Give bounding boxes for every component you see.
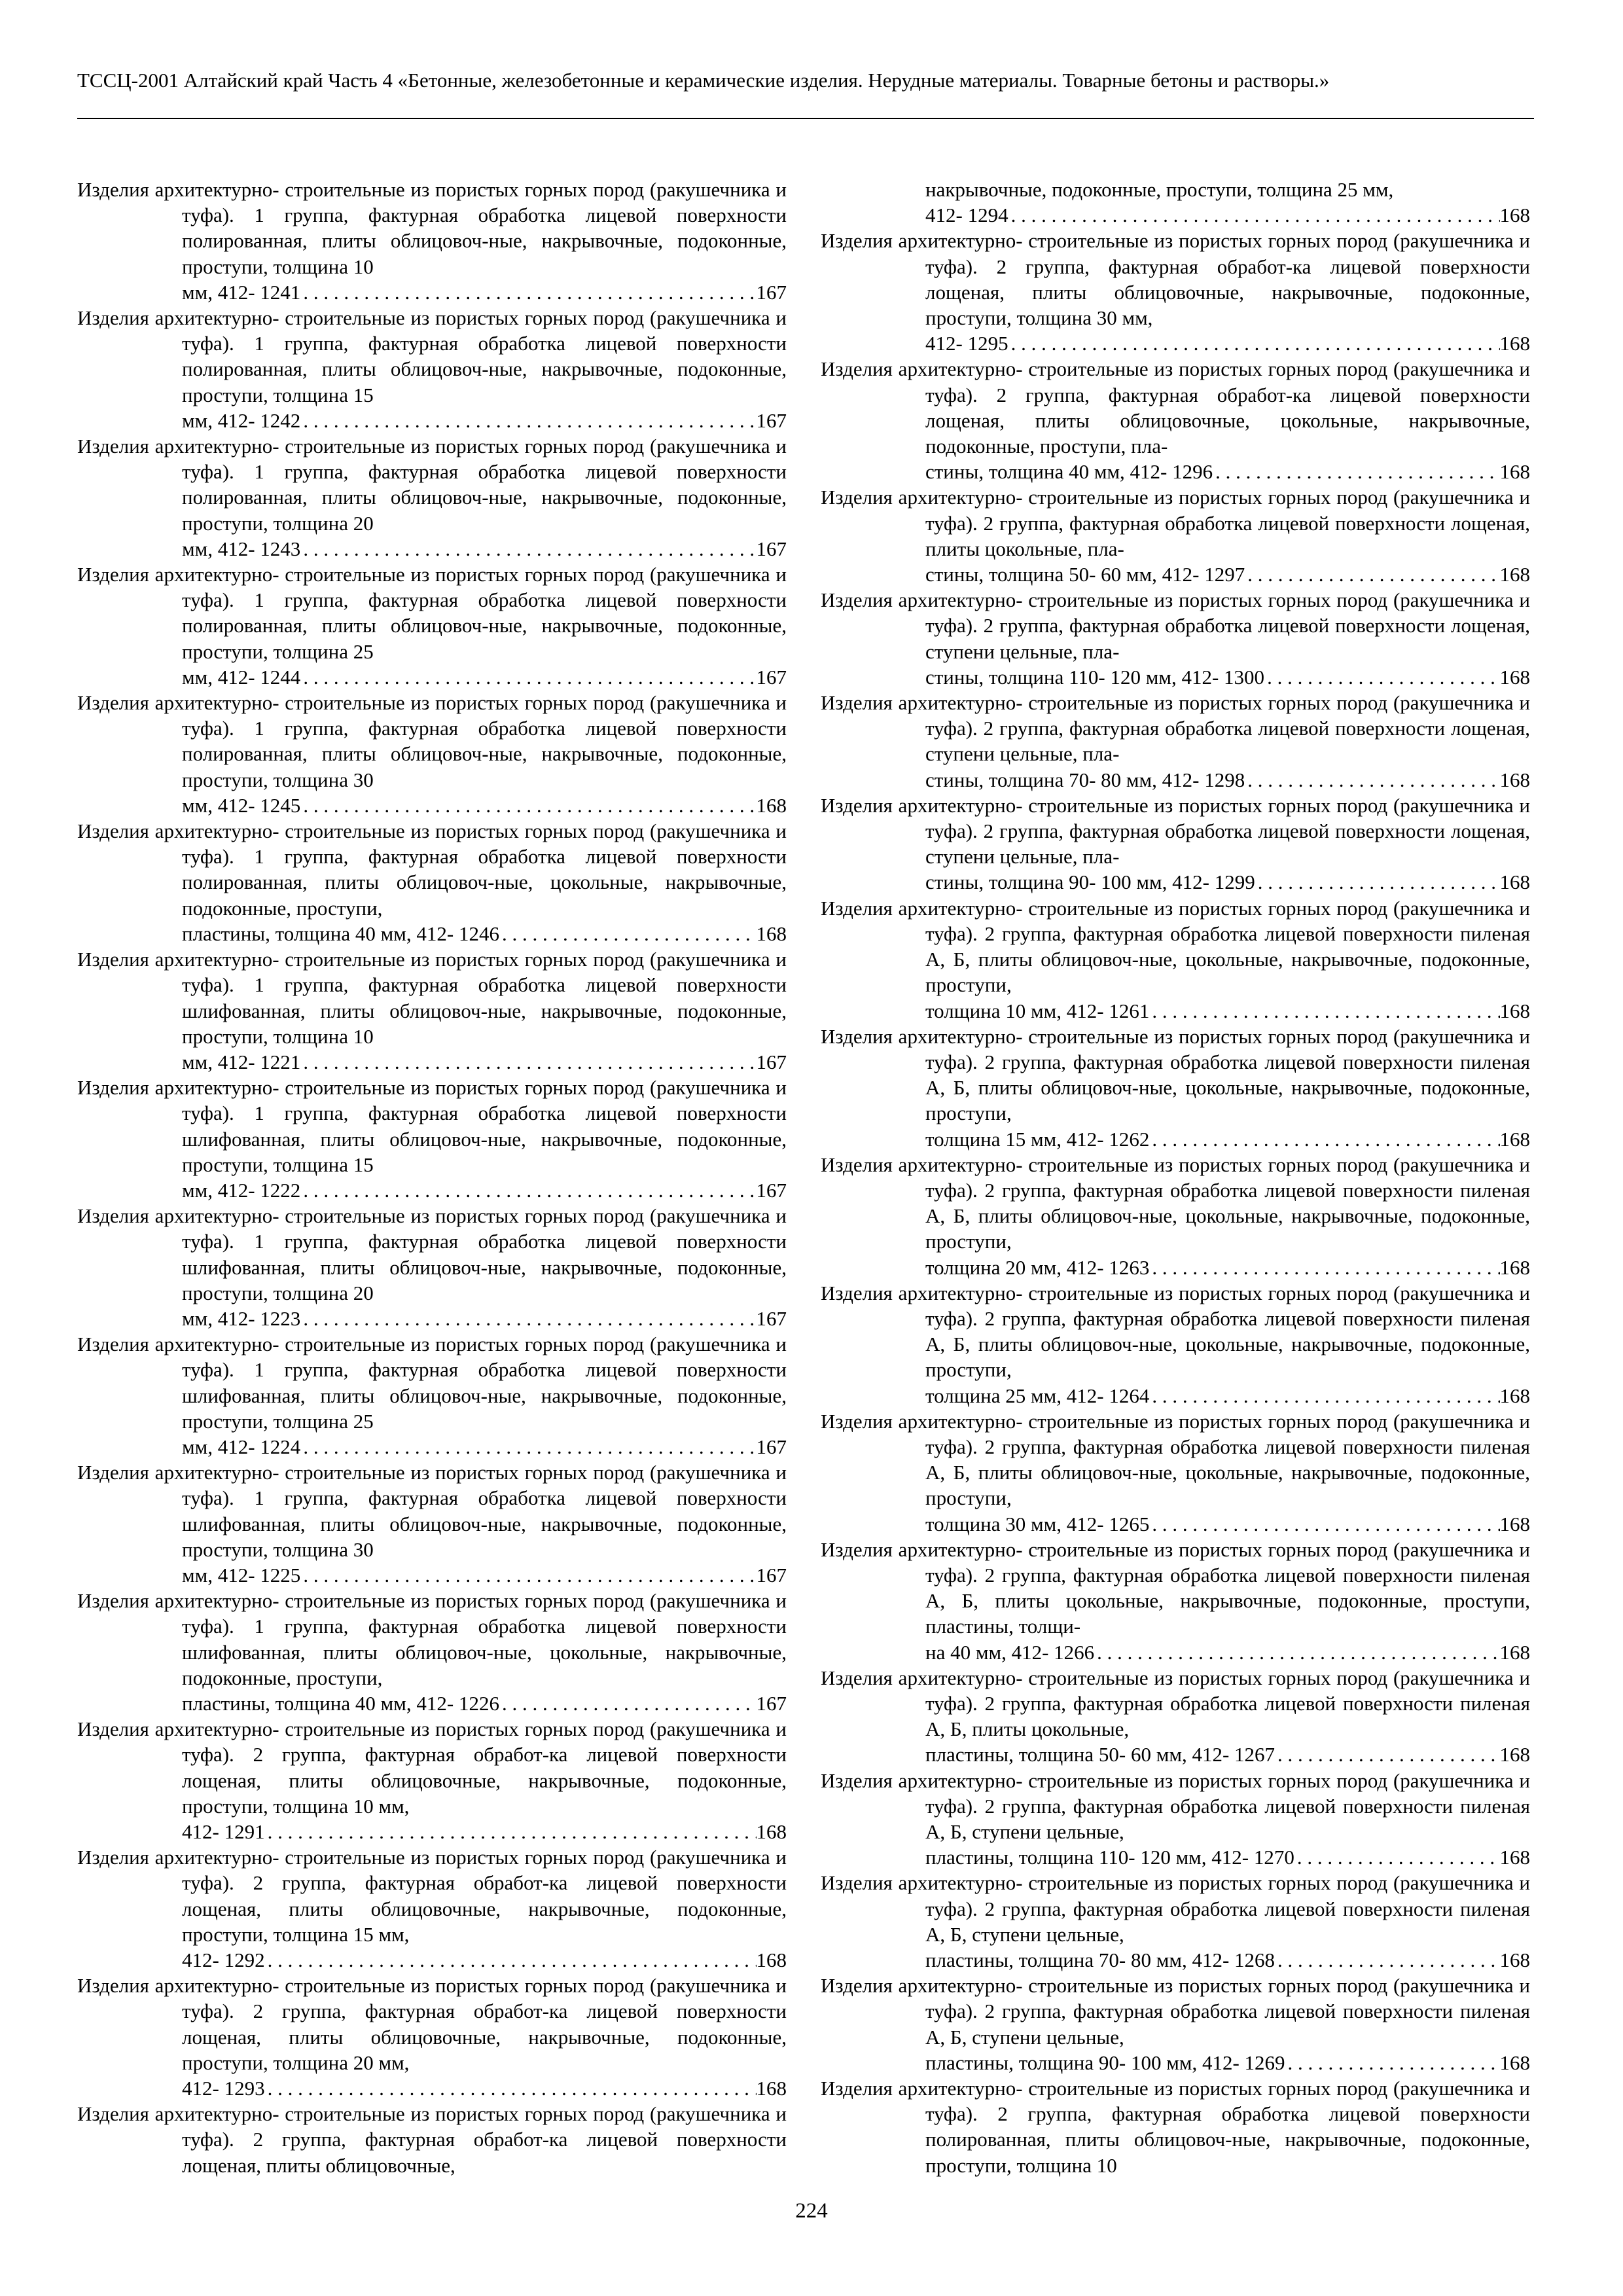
index-entry-page: 168 — [1499, 1846, 1530, 1869]
index-entry-text: Изделия архитектурно- строительные из пористых горных пород (ракушечника и туфа). 2 группа, фактурная обработка лицевой поверхности пиленая А, Б, плиты облицовоч-ные, цокольные, накрывочные, подоконные, проступи, — [821, 1409, 1530, 1510]
index-entry-text: Изделия архитектурно- строительные из пористых горных пород (ракушечника и туфа). 2 группа, фактурная обработка лицевой поверхности пиленая А, Б, плиты цокольные, — [821, 1666, 1530, 1741]
index-entry-leader-line — [925, 767, 1530, 793]
index-column-left — [77, 177, 787, 2178]
index-entry-text: Изделия архитектурно- строительные из пористых горных пород (ракушечника и туфа). 1 группа, фактурная обработка лицевой поверхности шлифованная, плиты облицовоч-ные, накрывочные, подоконные, проступи, толщина 10 — [77, 948, 787, 1048]
index-entry-page: 168 — [756, 1820, 787, 1843]
index-entry-leader-line — [182, 921, 787, 946]
index-entry-page: 167 — [756, 1435, 787, 1458]
index-entry-code: толщина 20 мм, 412- 1263 — [925, 1255, 1150, 1279]
dot-leader — [1149, 1511, 1499, 1537]
index-entry-text: Изделия архитектурно- строительные из пористых горных пород (ракушечника и туфа). 2 группа, фактурная обработка лицевой поверхности лощеная, ступени цельные, пла- — [821, 793, 1530, 869]
dot-leader — [300, 1177, 756, 1203]
index-entry-code: толщина 15 мм, 412- 1262 — [925, 1127, 1150, 1151]
index-entry-page: 168 — [1499, 870, 1530, 894]
dot-leader — [300, 793, 756, 818]
index-entry-code: мм, 412- 1243 — [182, 537, 301, 560]
dot-leader — [300, 1306, 756, 1331]
index-entry-leader-line — [925, 869, 1530, 895]
index-entry-page: 168 — [1499, 204, 1530, 227]
index-entry-page: 167 — [756, 408, 787, 432]
index-entry-code: стины, толщина 90- 100 мм, 412- 1299 — [925, 870, 1255, 894]
index-entry-code: 412- 1291 — [182, 1820, 265, 1843]
page-number: 224 — [795, 2199, 828, 2223]
index-entry-leader-line — [925, 562, 1530, 587]
index-entry-text: Изделия архитектурно- строительные из пористых горных пород (ракушечника и туфа). 2 группа, фактурная обработка лицевой поверхности пиленая А, Б, плиты облицовоч-ные, цокольные, накрывочные, подоконные, проступи, — [821, 1281, 1530, 1382]
index-entry — [821, 793, 1530, 895]
index-entry — [77, 433, 787, 562]
index-entry-text: Изделия архитектурно- строительные из пористых горных пород (ракушечника и туфа). 2 группа, фактурная обработ-ка лицевой поверхности лощеная, плиты облицовочные, накрывочные, подоконные, проступи, толщина 15 мм, — [77, 1846, 787, 1946]
index-entry-code: пластины, толщина 90- 100 мм, 412- 1269 — [925, 2051, 1285, 2074]
index-entry-text: Изделия архитектурно- строительные из пористых горных пород (ракушечника и туфа). 1 группа, фактурная обработка лицевой поверхности шлифованная, плиты облицовоч-ные, накрывочные, подоконные, проступи, толщина 15 — [77, 1076, 787, 1176]
index-entry-text: Изделия архитектурно- строительные из пористых горных пород (ракушечника и туфа). 1 группа, фактурная обработка лицевой поверхности шлифованная, плиты облицовоч-ные, цокольные, накрывочные, подоконные, проступи, — [77, 1589, 787, 1689]
dot-leader — [1275, 1742, 1499, 1767]
index-entry-text: Изделия архитектурно- строительные из пористых горных пород (ракушечника и туфа). 2 группа, фактурная обработ-ка лицевой поверхности лощеная, плиты облицовочные, накрывочные, подоконные, проступи, толщина 20 мм, — [77, 1974, 787, 2074]
index-entry-code: мм, 412- 1241 — [182, 280, 301, 304]
dot-leader — [265, 1819, 757, 1844]
index-entry — [77, 1203, 787, 1331]
index-entry-code: мм, 412- 1222 — [182, 1178, 301, 1202]
index-entry-page: 168 — [1499, 1512, 1530, 1535]
index-entry-page: 168 — [1499, 332, 1530, 355]
dot-leader — [1149, 1255, 1499, 1280]
index-entry-code: стины, толщина 110- 120 мм, 412- 1300 — [925, 665, 1265, 689]
index-entry-text: Изделия архитектурно- строительные из пористых горных пород (ракушечника и туфа). 2 группа, фактурная обработка лицевой поверхности лощеная, плиты цокольные, пла- — [821, 486, 1530, 560]
index-entry-text: Изделия архитектурно- строительные из пористых горных пород (ракушечника и туфа). 1 группа, фактурная обработка лицевой поверхности полированная, плиты облицовоч-ные, накрывочные, подоконные, проступи, толщина 30 — [77, 691, 787, 791]
index-entry-page: 168 — [1499, 1640, 1530, 1664]
index-entry — [821, 1537, 1530, 1665]
index-entry-code: стины, толщина 70- 80 мм, 412- 1298 — [925, 768, 1245, 791]
index-entry — [77, 1716, 787, 1844]
index-entry-page: 168 — [1499, 1384, 1530, 1407]
index-entry — [77, 1331, 787, 1460]
dot-leader — [1008, 202, 1500, 228]
index-entry — [821, 1665, 1530, 1768]
dot-leader — [1149, 1383, 1499, 1408]
index-entry-page: 168 — [1499, 1255, 1530, 1279]
dot-leader — [300, 664, 756, 690]
index-entry-page: 168 — [756, 2077, 787, 2100]
index-entry-page: 168 — [756, 1948, 787, 1972]
index-entry-code: мм, 412- 1225 — [182, 1563, 301, 1587]
index-entry — [821, 690, 1530, 793]
index-entry — [77, 818, 787, 946]
index-entry-leader-line — [925, 1742, 1530, 1767]
index-entry-text: Изделия архитектурно- строительные из пористых горных пород (ракушечника и туфа). 2 группа, фактурная обработка лицевой поверхности пиленая А, Б, ступени цельные, — [821, 1974, 1530, 2049]
index-entry — [821, 356, 1530, 484]
index-entry-code: пластины, толщина 110- 120 мм, 412- 1270 — [925, 1846, 1294, 1869]
index-entry-leader-line — [925, 1255, 1530, 1280]
index-entry — [77, 562, 787, 690]
dot-leader — [1245, 562, 1499, 587]
index-entry-text: Изделия архитектурно- строительные из пористых горных пород (ракушечника и туфа). 2 группа, фактурная обработка лицевой поверхности пиленая А, Б, ступени цельные, — [821, 1768, 1530, 1843]
index-entry-page: 167 — [756, 280, 787, 304]
index-entry — [77, 177, 787, 305]
index-entry-page: 168 — [1499, 665, 1530, 689]
index-entry-leader-line — [182, 408, 787, 433]
index-entry-leader-line — [182, 1049, 787, 1075]
index-entry-text: Изделия архитектурно- строительные из пористых горных пород (ракушечника и туфа). 1 группа, фактурная обработка лицевой поверхности полированная, плиты облицовоч-ные, накрывочные, подоконные, проступи, толщина 25 — [77, 563, 787, 663]
index-entry-code: стины, толщина 40 мм, 412- 1296 — [925, 460, 1213, 484]
index-entry — [821, 228, 1530, 356]
running-header: ТССЦ-2001 Алтайский край Часть 4 «Бетонные, железобетонные и керамические изделия. Нерудные материалы. Товарные бетоны и растворы.» — [77, 69, 1330, 92]
index-entry-code: 412- 1294 — [925, 204, 1008, 227]
index-entry-code: 412- 1292 — [182, 1948, 265, 1972]
index-entry-page: 168 — [1499, 768, 1530, 791]
index-entry-leader-line — [182, 279, 787, 305]
index-entry-leader-line — [925, 1126, 1530, 1152]
index-entry — [821, 1768, 1530, 1871]
index-entry-code: мм, 412- 1242 — [182, 408, 301, 432]
index-entry-text: Изделия архитектурно- строительные из пористых горных пород (ракушечника и туфа). 2 группа, фактурная обработка лицевой поверхности пиленая А, Б, плиты облицовоч-ные, цокольные, накрывочные, подоконные, проступи, — [821, 896, 1530, 997]
index-entry-text: накрывочные, подоконные, проступи, толщина 25 мм, — [925, 178, 1394, 201]
index-entry-text: Изделия архитектурно- строительные из пористых горных пород (ракушечника и туфа). 1 группа, фактурная обработка лицевой поверхности шлифованная, плиты облицовоч-ные, накрывочные, подоконные, проступи, толщина 25 — [77, 1333, 787, 1433]
index-entry-code: пластины, толщина 40 мм, 412- 1246 — [182, 922, 499, 945]
index-entry-leader-line — [925, 2050, 1530, 2075]
index-entry-text: Изделия архитектурно- строительные из пористых горных пород (ракушечника и туфа). 2 группа, фактурная обработка лицевой поверхности полированная, плиты облицовоч-ные, накрывочные, подоконные, проступи, толщина 10 — [821, 2077, 1530, 2177]
index-entry-page: 167 — [756, 1563, 787, 1587]
index-entry-leader-line — [925, 1511, 1530, 1537]
index-entry-code: стины, толщина 50- 60 мм, 412- 1297 — [925, 563, 1245, 586]
index-entry-page: 168 — [756, 922, 787, 945]
dot-leader — [300, 1434, 756, 1460]
index-entry — [821, 1973, 1530, 2075]
dot-leader — [300, 1049, 756, 1075]
index-entry-leader-line — [925, 1844, 1530, 1870]
index-entry-text: Изделия архитектурно- строительные из пористых горных пород (ракушечника и туфа). 1 группа, фактурная обработка лицевой поверхности полированная, плиты облицовоч-ные, цокольные, накрывочные, подоконные, проступи, — [77, 819, 787, 920]
dot-leader — [1213, 459, 1499, 484]
index-entry-page: 167 — [756, 1178, 787, 1202]
index-entry-text: Изделия архитектурно- строительные из пористых горных пород (ракушечника и туфа). 2 группа, фактурная обработка лицевой поверхности пиленая А, Б, плиты цокольные, накрывочные, подоконные, проступи, пластины, толщи- — [821, 1537, 1530, 1638]
dot-leader — [1149, 998, 1499, 1024]
index-entry-code: мм, 412- 1245 — [182, 793, 301, 817]
index-entry-text: Изделия архитектурно- строительные из пористых горных пород (ракушечника и туфа). 1 группа, фактурная обработка лицевой поверхности шлифованная, плиты облицовоч-ные, накрывочные, подоконные, проступи, толщина 30 — [77, 1461, 787, 1561]
dot-leader — [300, 279, 756, 305]
index-entry-code: мм, 412- 1221 — [182, 1050, 301, 1073]
index-entry-code: на 40 мм, 412- 1266 — [925, 1640, 1095, 1664]
index-entry-text: Изделия архитектурно- строительные из пористых горных пород (ракушечника и туфа). 2 группа, фактурная обработка лицевой поверхности пиленая А, Б, плиты облицовоч-ные, цокольные, накрывочные, подоконные, проступи, — [821, 1024, 1530, 1125]
index-entry-code: толщина 25 мм, 412- 1264 — [925, 1384, 1150, 1407]
index-entry-text: Изделия архитектурно- строительные из пористых горных пород (ракушечника и туфа). 2 группа, фактурная обработка лицевой поверхности пиленая А, Б, плиты облицовоч-ные, цокольные, накрывочные, подоконные, проступи, — [821, 1153, 1530, 1253]
index-entry-page: 167 — [756, 665, 787, 689]
index-entry — [821, 1280, 1530, 1408]
index-entry-code: пластины, толщина 70- 80 мм, 412- 1268 — [925, 1948, 1275, 1972]
index-entry — [821, 1870, 1530, 1973]
dot-leader — [1264, 664, 1499, 690]
index-entry-text: Изделия архитектурно- строительные из пористых горных пород (ракушечника и туфа). 1 группа, фактурная обработка лицевой поверхности полированная, плиты облицовоч-ные, накрывочные, подоконные, проступи, толщина 20 — [77, 435, 787, 535]
index-entry-page: 168 — [1499, 2051, 1530, 2074]
index-entry-leader-line — [925, 1640, 1530, 1665]
index-entry-code: 412- 1293 — [182, 2077, 265, 2100]
index-entry-leader-line — [182, 2075, 787, 2101]
index-entry-leader-line — [925, 1947, 1530, 1973]
index-entry-leader-line — [182, 1947, 787, 1973]
index-entry — [821, 177, 1530, 228]
index-entry-leader-line — [182, 1434, 787, 1460]
index-entry-leader-line — [182, 1691, 787, 1716]
index-entry-text: Изделия архитектурно- строительные из пористых горных пород (ракушечника и туфа). 1 группа, фактурная обработка лицевой поверхности полированная, плиты облицовоч-ные, накрывочные, подоконные, проступи, толщина 15 — [77, 306, 787, 406]
dot-leader — [1255, 869, 1500, 895]
index-entry — [821, 484, 1530, 587]
index-entry-leader-line — [925, 202, 1530, 228]
dot-leader — [1275, 1947, 1499, 1973]
dot-leader — [1245, 767, 1499, 793]
index-entry-leader-line — [182, 536, 787, 562]
index-entry-page: 168 — [1499, 999, 1530, 1022]
index-entry-text: Изделия архитектурно- строительные из пористых горных пород (ракушечника и туфа). 2 группа, фактурная обработка лицевой поверхности лощеная, ступени цельные, пла- — [821, 691, 1530, 766]
index-entry-page: 168 — [756, 793, 787, 817]
index-entry — [77, 1844, 787, 1973]
index-entry-page: 167 — [756, 1050, 787, 1073]
index-entry-leader-line — [925, 664, 1530, 690]
index-entry — [77, 946, 787, 1075]
index-entry-text: Изделия архитектурно- строительные из пористых горных пород (ракушечника и туфа). 1 группа, фактурная обработка лицевой поверхности шлифованная, плиты облицовоч-ные, накрывочные, подоконные, проступи, толщина 20 — [77, 1204, 787, 1304]
index-entry-leader-line — [925, 331, 1530, 356]
index-entry — [821, 1408, 1530, 1537]
index-entry-leader-line — [182, 1306, 787, 1331]
index-entry — [821, 895, 1530, 1024]
index-entry — [77, 2101, 787, 2178]
index-entry-leader-line — [182, 1562, 787, 1588]
index-entry-text: Изделия архитектурно- строительные из пористых горных пород (ракушечника и туфа). 2 группа, фактурная обработ-ка лицевой поверхности лощеная, плиты облицовочные, цокольные, накрывочные, подоконные, проступи, пла- — [821, 357, 1530, 458]
index-entry-leader-line — [182, 664, 787, 690]
index-entry-leader-line — [925, 998, 1530, 1024]
index-entry — [821, 1152, 1530, 1280]
index-entry-code: толщина 10 мм, 412- 1261 — [925, 999, 1150, 1022]
index-entry-code: пластины, толщина 50- 60 мм, 412- 1267 — [925, 1743, 1275, 1767]
index-entry-text: Изделия архитектурно- строительные из пористых горных пород (ракушечника и туфа). 1 группа, фактурная обработка лицевой поверхности полированная, плиты облицовоч-ные, накрывочные, подоконные, проступи, толщина 10 — [77, 178, 787, 278]
index-entry-leader-line — [182, 1177, 787, 1203]
index-entry-code: мм, 412- 1224 — [182, 1435, 301, 1458]
dot-leader — [265, 1947, 757, 1973]
index-entry-page: 168 — [1499, 1743, 1530, 1767]
index-entry — [77, 1460, 787, 1588]
index-entry-leader-line — [925, 1383, 1530, 1408]
index-entry — [77, 1973, 787, 2101]
index-entry — [77, 1075, 787, 1203]
index-entry-code: мм, 412- 1223 — [182, 1306, 301, 1330]
dot-leader — [499, 1691, 757, 1716]
index-entry-code: 412- 1295 — [925, 332, 1008, 355]
dot-leader — [265, 2075, 757, 2101]
dot-leader — [1294, 1844, 1500, 1870]
dot-leader — [1094, 1640, 1499, 1665]
index-entry-text: Изделия архитектурно- строительные из пористых горных пород (ракушечника и туфа). 2 группа, фактурная обработ-ка лицевой поверхности лощеная, плиты облицовочные, — [77, 2102, 787, 2177]
index-entry-page: 167 — [756, 1306, 787, 1330]
index-entry-page: 168 — [1499, 460, 1530, 484]
index-entry-leader-line — [182, 793, 787, 818]
index-entry-page: 167 — [756, 1691, 787, 1715]
index-entry-page: 167 — [756, 537, 787, 560]
index-column-right — [821, 177, 1530, 2178]
dot-leader — [499, 921, 757, 946]
index-entry-page: 168 — [1499, 1948, 1530, 1972]
dot-leader — [1285, 2050, 1500, 2075]
index-entry-code: мм, 412- 1244 — [182, 665, 301, 689]
index-entry-text: Изделия архитектурно- строительные из пористых горных пород (ракушечника и туфа). 2 группа, фактурная обработка лицевой поверхности пиленая А, Б, ступени цельные, — [821, 1871, 1530, 1946]
dot-leader — [300, 408, 756, 433]
dot-leader — [300, 536, 756, 562]
index-entry — [77, 1588, 787, 1716]
index-entry — [821, 1024, 1530, 1152]
dot-leader — [300, 1562, 756, 1588]
index-entry-text: Изделия архитектурно- строительные из пористых горных пород (ракушечника и туфа). 2 группа, фактурная обработка лицевой поверхности лощеная, ступени цельные, пла- — [821, 588, 1530, 663]
index-entry — [821, 2075, 1530, 2178]
dot-leader — [1008, 331, 1500, 356]
index-entry — [821, 587, 1530, 690]
index-entry-leader-line — [182, 1819, 787, 1844]
dot-leader — [1149, 1126, 1499, 1152]
header-rule — [77, 118, 1534, 119]
index-entry — [77, 690, 787, 818]
index-entry-page: 168 — [1499, 563, 1530, 586]
index-entry-leader-line — [925, 459, 1530, 484]
index-entry-code: пластины, толщина 40 мм, 412- 1226 — [182, 1691, 499, 1715]
index-entry-text: Изделия архитектурно- строительные из пористых горных пород (ракушечника и туфа). 2 группа, фактурная обработ-ка лицевой поверхности лощеная, плиты облицовочные, накрывочные, подоконные, проступи, толщина 30 мм, — [821, 229, 1530, 330]
index-entry-code: толщина 30 мм, 412- 1265 — [925, 1512, 1150, 1535]
index-entry-text: Изделия архитектурно- строительные из пористых горных пород (ракушечника и туфа). 2 группа, фактурная обработ-ка лицевой поверхности лощеная, плиты облицовочные, накрывочные, подоконные, проступи, толщина 10 мм, — [77, 1717, 787, 1818]
index-entry-page: 168 — [1499, 1127, 1530, 1151]
index-entry — [77, 305, 787, 433]
